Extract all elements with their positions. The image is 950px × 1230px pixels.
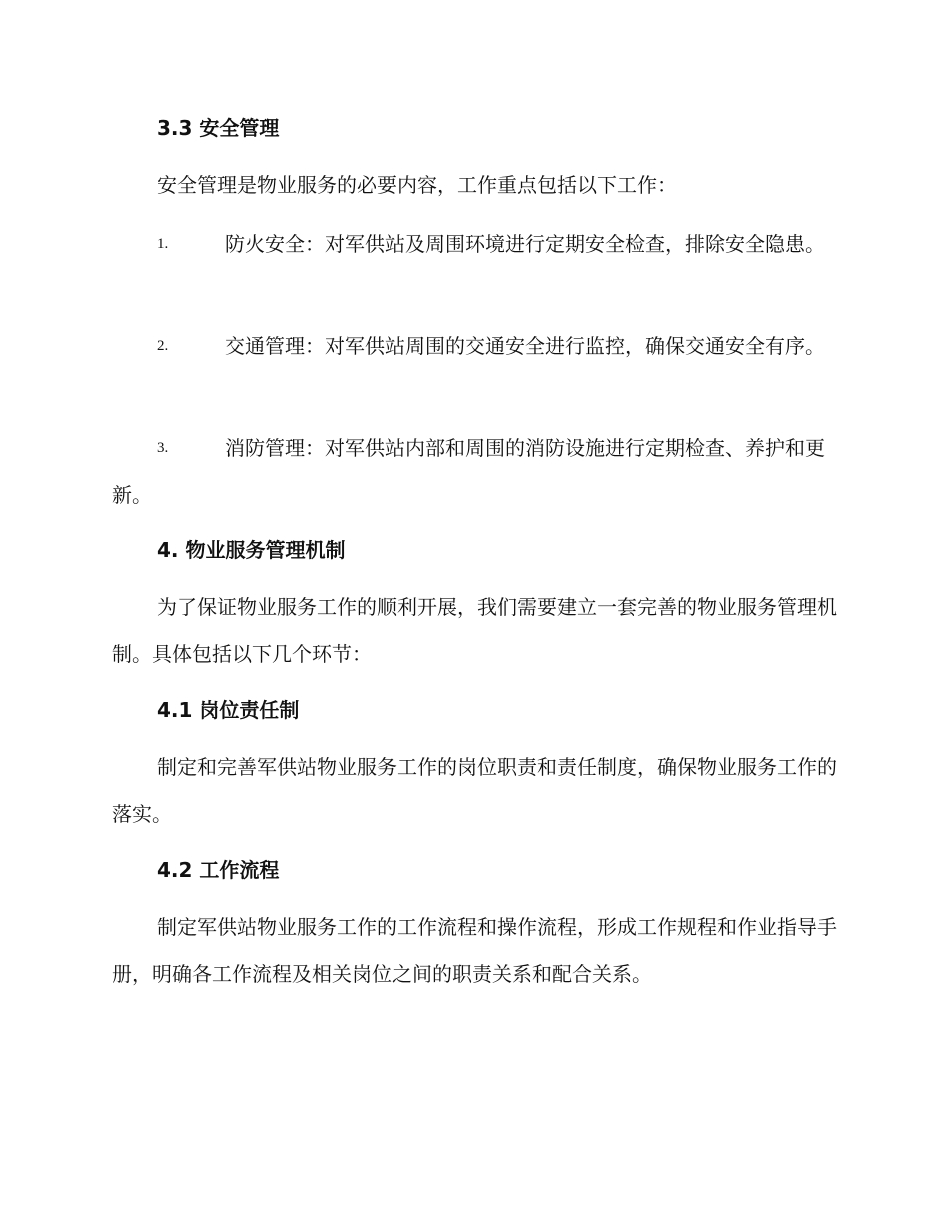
list-item-text: 防火安全：对军供站及周围环境进行定期安全检查，排除安全隐患。 <box>225 232 825 256</box>
list-item <box>112 221 842 268</box>
list-item-number: 1. <box>157 236 169 252</box>
list-item-text: 消防管理：对军供站内部和周围的消防设施进行定期检查、养护和更新。 <box>112 436 825 507</box>
section-3-3-intro: 安全管理是物业服务的必要内容，工作重点包括以下工作： <box>157 173 677 197</box>
section-heading-4: 4. 物业服务管理机制 <box>157 538 346 562</box>
section-heading-3-3: 3.3 安全管理 <box>157 116 280 140</box>
list-item-number: 2. <box>157 338 169 354</box>
list-item <box>112 323 842 370</box>
section-heading-4-2: 4.2 工作流程 <box>157 858 280 882</box>
section-heading-4-1: 4.1 岗位责任制 <box>157 698 300 722</box>
list-item-text: 交通管理：对军供站周围的交通安全进行监控，确保交通安全有序。 <box>225 334 825 358</box>
section-4-intro: 为了保证物业服务工作的顺利开展，我们需要建立一套完善的物业服务管理机制。具体包括以下几个环节： <box>112 595 837 666</box>
section-4-1-body: 制定和完善军供站物业服务工作的岗位职责和责任制度，确保物业服务工作的落实。 <box>112 755 837 826</box>
section-4-2-body: 制定军供站物业服务工作的工作流程和操作流程，形成工作规程和作业指导手册，明确各工作流程及相关岗位之间的职责关系和配合关系。 <box>112 915 837 986</box>
list-item <box>112 425 842 519</box>
list-item-number: 3. <box>157 440 169 456</box>
